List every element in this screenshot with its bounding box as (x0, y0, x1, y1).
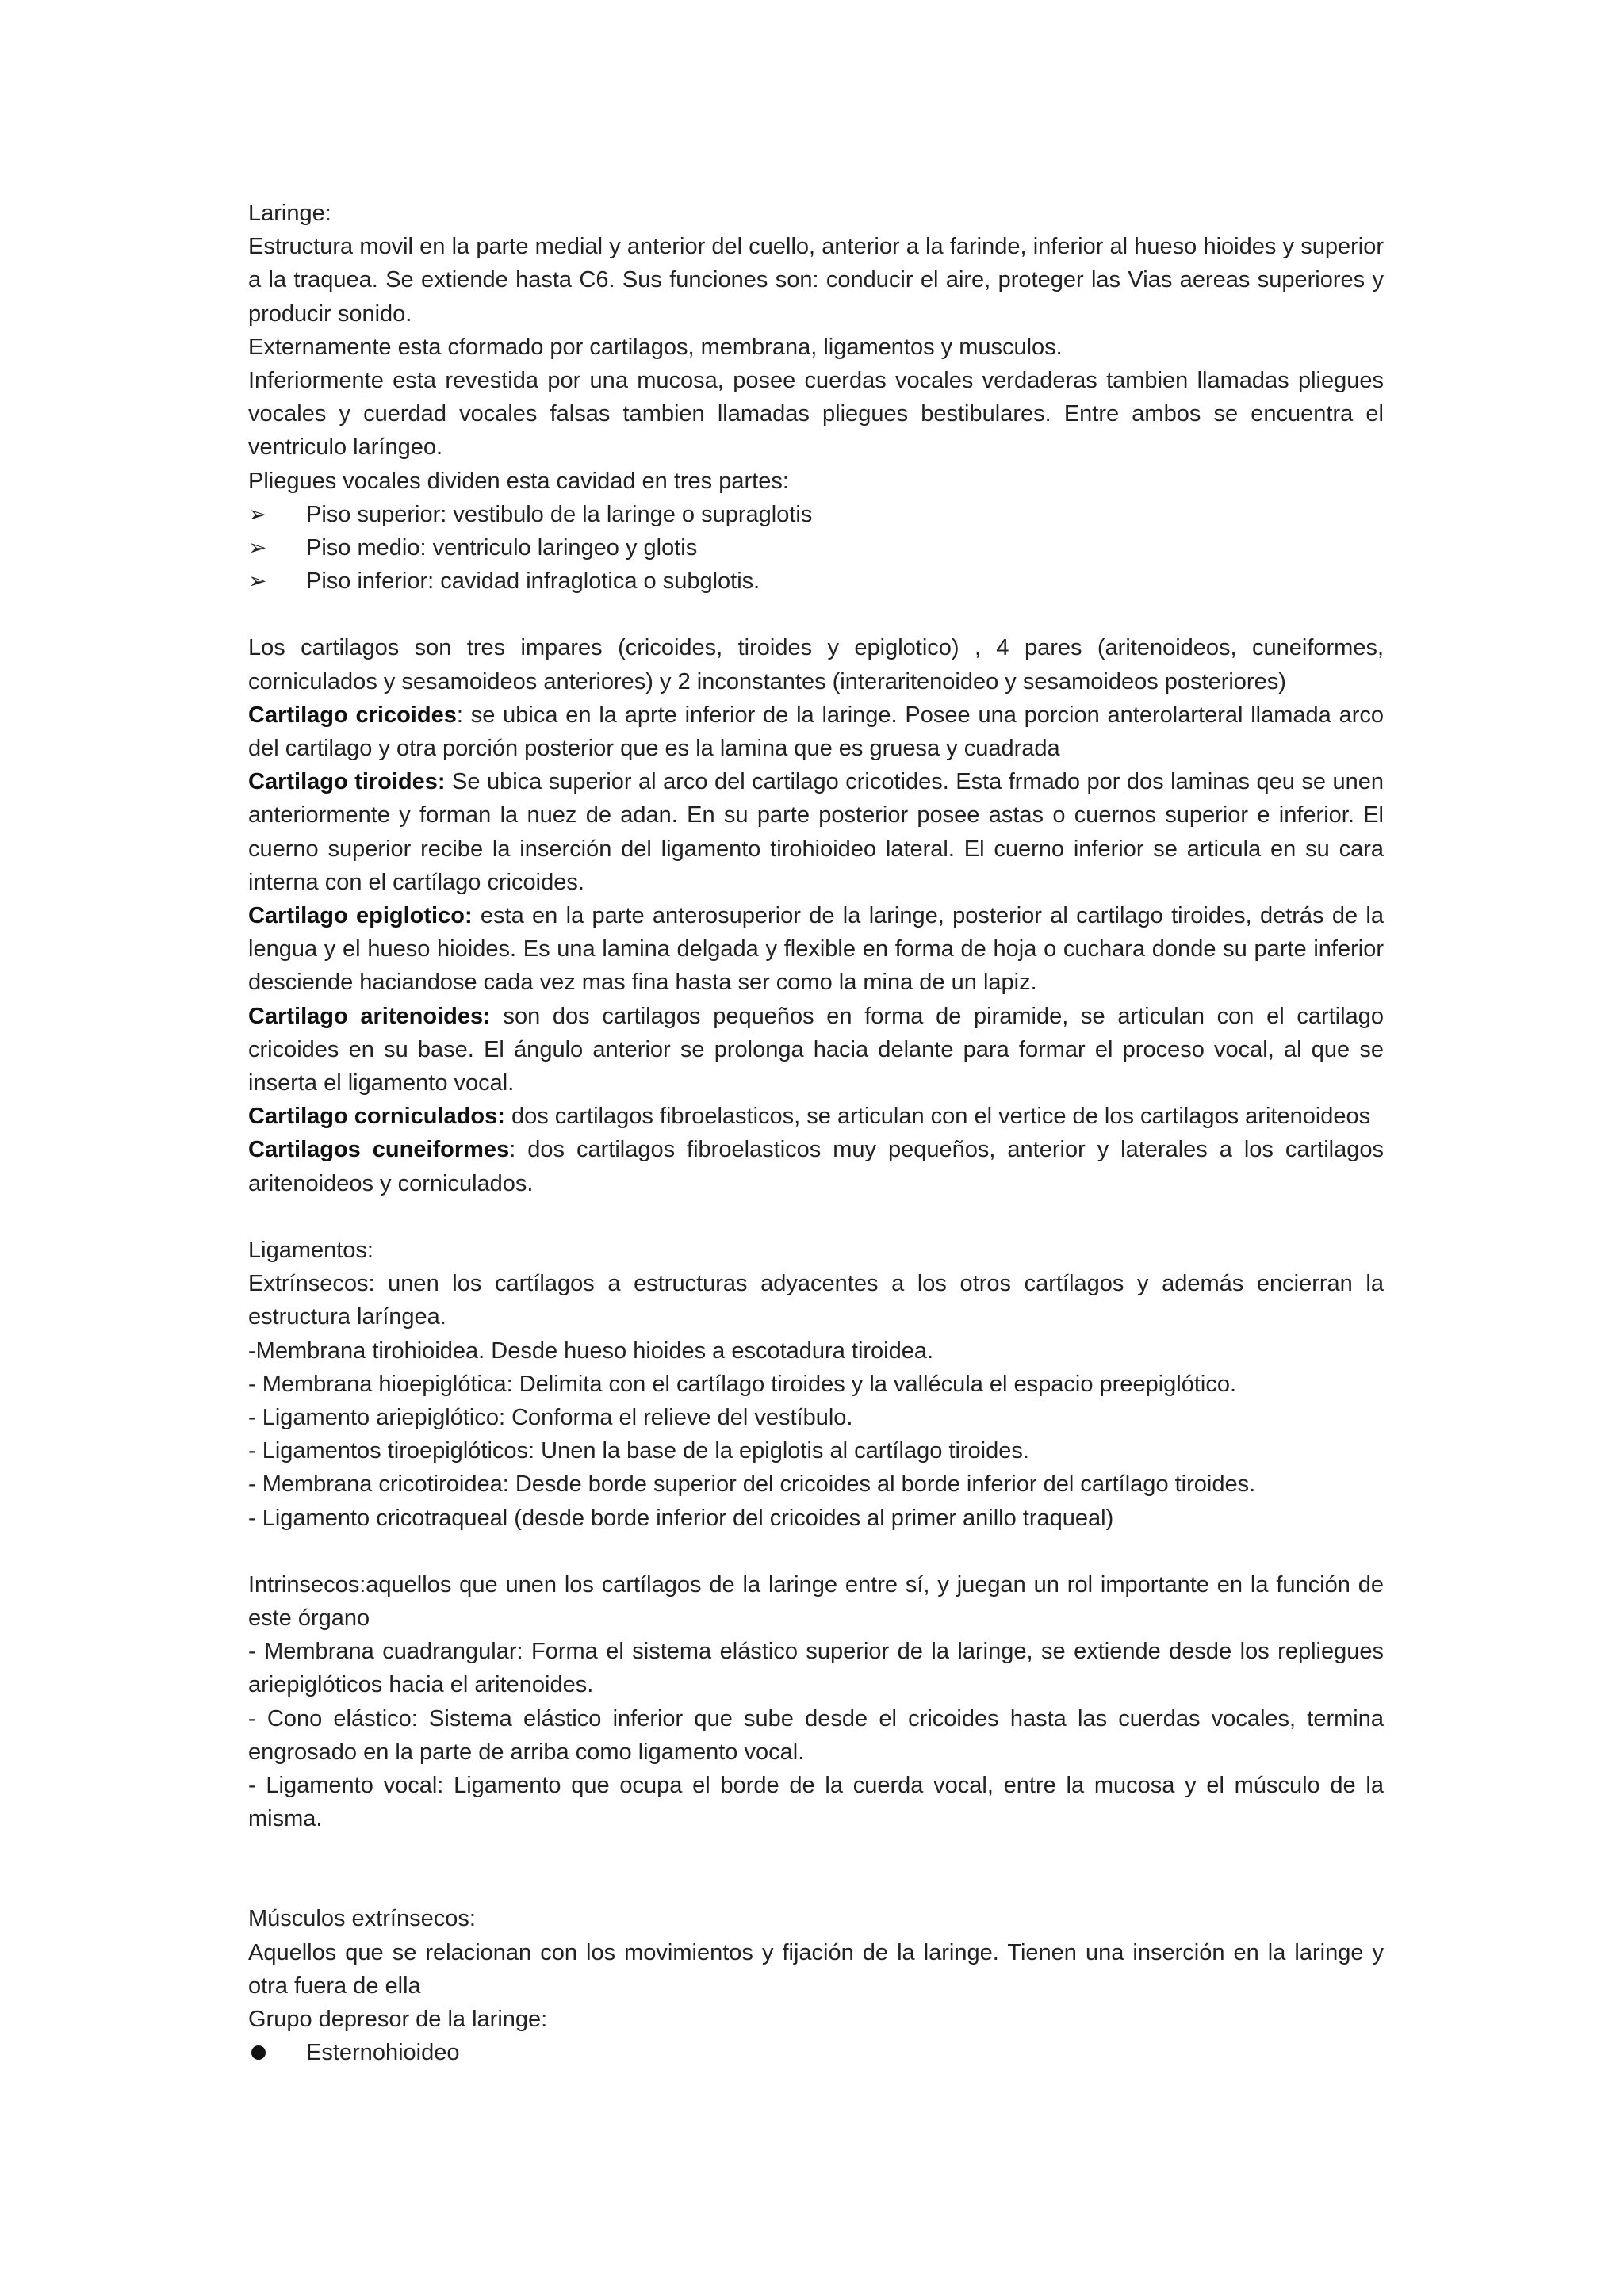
list-item: -Membrana tirohioidea. Desde hueso hioides a escotadura tiroidea. (248, 1337, 934, 1364)
spacer (248, 1200, 1384, 1234)
list-item: - Membrana cricotiroidea: Desde borde superior del cricoides al borde inferior del cartílago tiroides. (248, 1471, 1256, 1498)
cartilage-entry (248, 698, 1384, 765)
section-title-ligamentos: Ligamentos: (248, 1237, 373, 1263)
list-item (248, 564, 1384, 598)
term: Cartilago cricoides (248, 702, 457, 728)
list-item-text: Piso inferior: cavidad infraglotica o subglotis. (306, 568, 760, 595)
document-page (248, 197, 1384, 2069)
list-item (248, 531, 1384, 564)
definition: son dos cartilagos pequeños en forma de piramide, se articulan con el cartilago cricoides en su base. El ángulo anterior se prolonga hacia delante para formar el proceso vocal, al que se inserta el ligamento vocal. (248, 1003, 1384, 1096)
cartilage-entry (248, 765, 1384, 899)
paragraph: Inferiormente esta revestida por una mucosa, posee cuerdas vocales verdaderas tambien llamadas pliegues vocales y cuerdad vocales falsas tambien llamadas pliegues bestibulares. Entre ambos se encuentra el ventriculo laríngeo. (248, 368, 1384, 461)
cartilage-entry (248, 1133, 1384, 1200)
cartilage-entry (248, 1100, 1384, 1133)
list-item-text: Piso medio: ventriculo laringeo y glotis (306, 535, 698, 561)
paragraph: Grupo depresor de la laringe: (248, 2006, 548, 2032)
list-item-text: Piso superior: vestibulo de la laringe o supraglotis (306, 501, 813, 527)
arrowhead-icon: ➢ (248, 501, 267, 526)
paragraph: Estructura movil en la parte medial y anterior del cuello, anterior a la farinde, inferior al hueso hioides y superior a la traquea. Se extiende hasta C6. Sus funciones son: conducir el aire, proteger las Vias aereas superiores y producir sonido. (248, 234, 1384, 327)
term: Cartilago tiroides: (248, 769, 446, 795)
paragraph: Externamente esta cformado por cartilagos, membrana, ligamentos y musculos. (248, 334, 1063, 360)
section-title-laringe: Laringe: (248, 201, 331, 226)
arrowhead-icon: ➢ (248, 568, 267, 594)
definition: dos cartilagos fibroelasticos, se articulan con el vertice de los cartilagos aritenoideos (504, 1104, 1371, 1130)
arrowhead-icon: ➢ (248, 535, 267, 561)
term: Cartilagos cuneiformes (248, 1137, 510, 1163)
cartilage-entry (248, 899, 1384, 1000)
filled-circle-icon (251, 2045, 266, 2060)
list-item: - Ligamento vocal: Ligamento que ocupa el borde de la cuerda vocal, entre la mucosa y el músculo de la misma. (248, 1772, 1384, 1832)
spacer (248, 598, 1384, 631)
term: Cartilago corniculados: (248, 1104, 505, 1130)
paragraph: Los cartilagos son tres impares (cricoides, tiroides y epiglotico) , 4 pares (aritenoideos, cuneiformes, corniculados y sesamoideos anteriores) y 2 inconstantes (interaritenoideo y sesamoideos posteriores) (248, 635, 1384, 695)
list-item: - Membrana hioepiglótica: Delimita con el cartílago tiroides y la vallécula el espacio preepiglótico. (248, 1371, 1237, 1397)
list-item (248, 498, 1384, 531)
paragraph: Aquellos que se relacionan con los movimientos y fijación de la laringe. Tienen una inserción en la laringe y otra fuera de ella (248, 1939, 1384, 1999)
cartilage-entry (248, 1000, 1384, 1100)
list-item: - Ligamentos tiroepiglóticos: Unen la base de la epiglotis al cartílago tiroides. (248, 1438, 1029, 1464)
paragraph: Extrínsecos: unen los cartílagos a estructuras adyacentes a los otros cartílagos y además encierran la estructura laríngea. (248, 1271, 1384, 1330)
spacer (248, 1535, 1384, 1568)
term: Cartilago aritenoides: (248, 1003, 491, 1029)
paragraph: Pliegues vocales dividen esta cavidad en tres partes: (248, 468, 789, 494)
definition: Se ubica superior al arco del cartilago cricotides. Esta frmado por dos laminas qeu se unen anteriormente y forman la nuez de adan. En su parte posterior posee astas o cuernos superior e inferior. El cuerno superior recibe la inserción del ligamento tirohioideo lateral. El cuerno inferior se articula en su cara interna con el cartílago cricoides. (248, 769, 1384, 895)
definition: : dos cartilagos fibroelasticos muy pequeños, anterior y laterales a los cartilagos aritenoideos y corniculados. (248, 1137, 1384, 1196)
paragraph: Intrinsecos:aquellos que unen los cartílagos de la laringe entre sí, y juegan un rol importante en la función de este órgano (248, 1571, 1384, 1631)
list-item (248, 2036, 1384, 2069)
list-item: - Ligamento ariepiglótico: Conforma el relieve del vestíbulo. (248, 1404, 853, 1430)
list-item: - Ligamento cricotraqueal (desde borde inferior del cricoides al primer anillo traqueal) (248, 1505, 1114, 1531)
list-item-text: Esternohioideo (306, 2040, 460, 2066)
definition: : se ubica en la aprte inferior de la laringe. Posee una porcion anterolarteral llamada arco del cartilago y otra porción posterior que es la lamina que es gruesa y cuadrada (248, 702, 1385, 762)
spacer (248, 1835, 1384, 1902)
term: Cartilago epiglotico: (248, 903, 473, 929)
definition: esta en la parte anterosuperior de la laringe, posterior al cartilago tiroides, detrás de la lengua y el hueso hioides. Es una lamina delgada y flexible en forma de hoja o cuchara donde su parte inferior desciende haciandose cada vez mas fina hasta ser como la mina de un lapiz. (248, 903, 1384, 996)
list-item: - Cono elástico: Sistema elástico inferior que sube desde el cricoides hasta las cuerdas vocales, termina engrosado en la parte de arriba como ligamento vocal. (248, 1705, 1384, 1765)
list-item: - Membrana cuadrangular: Forma el sistema elástico superior de la laringe, se extiende desde los repliegues ariepiglóticos hacia el aritenoides. (248, 1639, 1384, 1698)
section-title-musculos: Músculos extrínsecos: (248, 1906, 476, 1932)
